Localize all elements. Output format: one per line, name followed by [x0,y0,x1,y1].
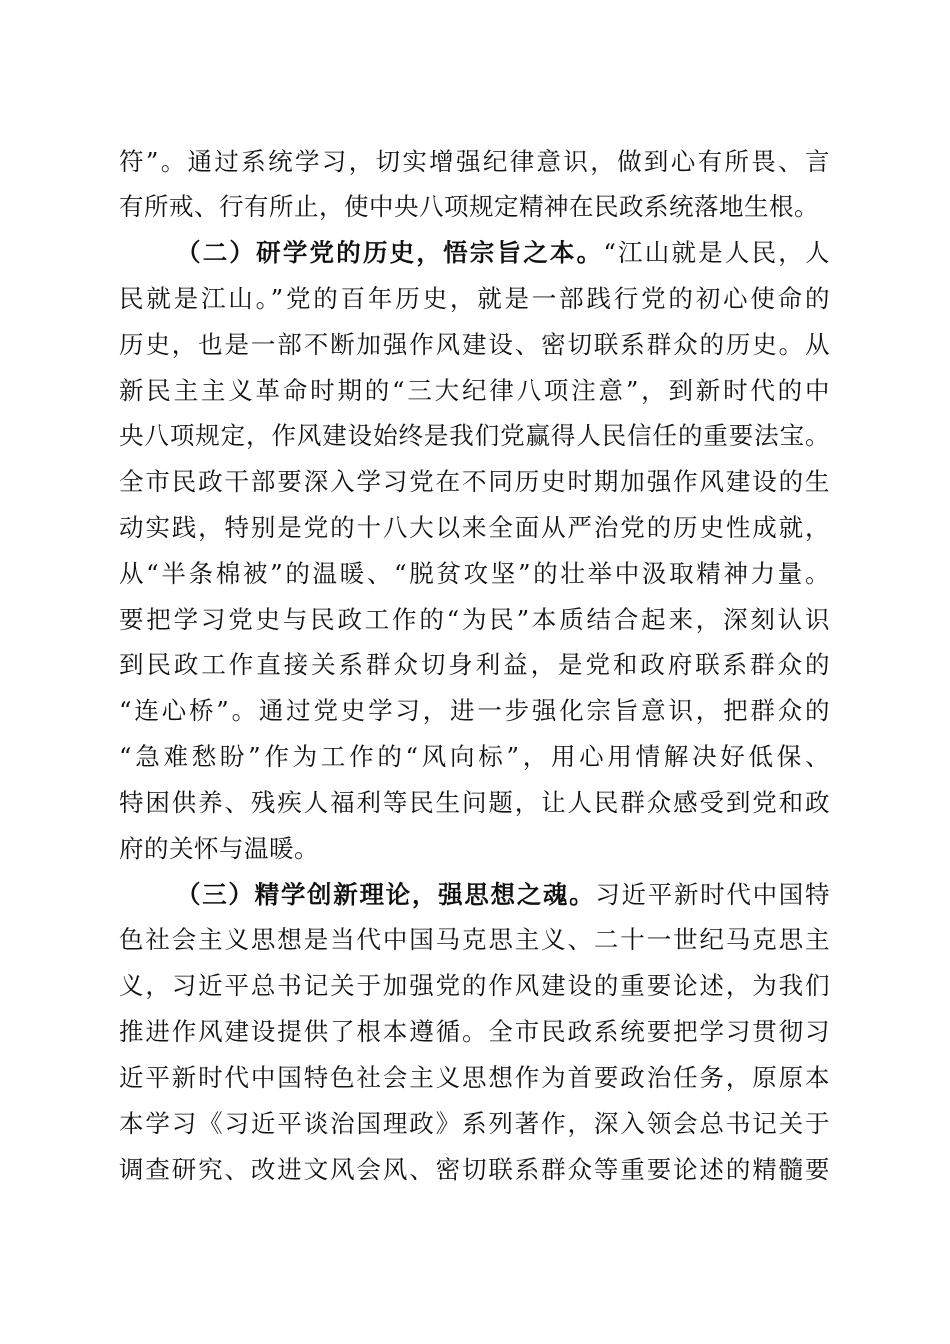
p3-line: 义，习近平总书记关于加强党的作风建设的重要论述，为我们 [119,971,830,1000]
p1-line-1: 符”。通过系统学习，切实增强纪律意识，做到心有所畏、言 [119,147,830,176]
p2-line: “急难愁盼”作为工作的“风向标”，用心用情解决好低保、 [119,742,830,771]
p3-first-line [176,875,830,915]
p2-line: 特困供养、残疾人福利等民生问题，让人民群众感受到党和政 [119,788,830,817]
p3-line: 色社会主义思想是当代中国马克思主义、二十一世纪马克思主 [119,925,830,954]
p2-line: 到民政工作直接关系群众切身利益，是党和政府联系群众的 [119,650,830,679]
p2-line: 民就是江山。”党的百年历史，就是一部践行党的初心使命的 [119,284,830,313]
p3-line: 近平新时代中国特色社会主义思想作为首要政治任务，原原本 [119,1063,830,1092]
p2-line: 央八项规定，作风建设始终是我们党赢得人民信任的重要法宝。 [119,421,830,450]
p2-line: 要把学习党史与民政工作的“为民”本质结合起来，深刻认识 [119,605,830,634]
p2-line: 动实践，特别是党的十八大以来全面从严治党的历史性成就， [119,513,830,542]
p3-line: 调查研究、改进文风会风、密切联系群众等重要论述的精髓要 [119,1155,830,1184]
p3-line: 推进作风建设提供了根本遵循。全市民政系统要把学习贯彻习 [119,1017,830,1046]
p2-line: 从“半条棉被”的温暖、“脱贫攻坚”的壮举中汲取精神力量。 [119,559,830,588]
p2-line: 府的关怀与温暖。 [119,834,319,863]
p2-line: 历史，也是一部不断加强作风建设、密切联系群众的历史。从 [119,330,830,359]
p3-line: 本学习《习近平谈治国理政》系列著作，深入领会总书记关于 [119,1109,830,1138]
p3-first-line-rest: 习近平新时代中国特 [595,880,831,909]
p2-first-line [176,233,830,273]
p3-heading: （三）精学创新理论，强思想之魂。 [176,880,596,909]
p2-heading: （二）研学党的历史，悟宗旨之本。 [176,238,604,267]
p2-first-line-rest: “江山就是人民，人 [603,238,830,267]
p2-line: 全市民政干部要深入学习党在不同历史时期加强作风建设的生 [119,467,830,496]
p1-line-2: 有所戒、行有所止，使中央八项规定精神在民政系统落地生根。 [119,192,819,221]
p2-line: 新民主主义革命时期的“三大纪律八项注意”，到新时代的中 [119,376,830,405]
p2-line: “连心桥”。通过党史学习，进一步强化宗旨意识，把群众的 [119,696,830,725]
